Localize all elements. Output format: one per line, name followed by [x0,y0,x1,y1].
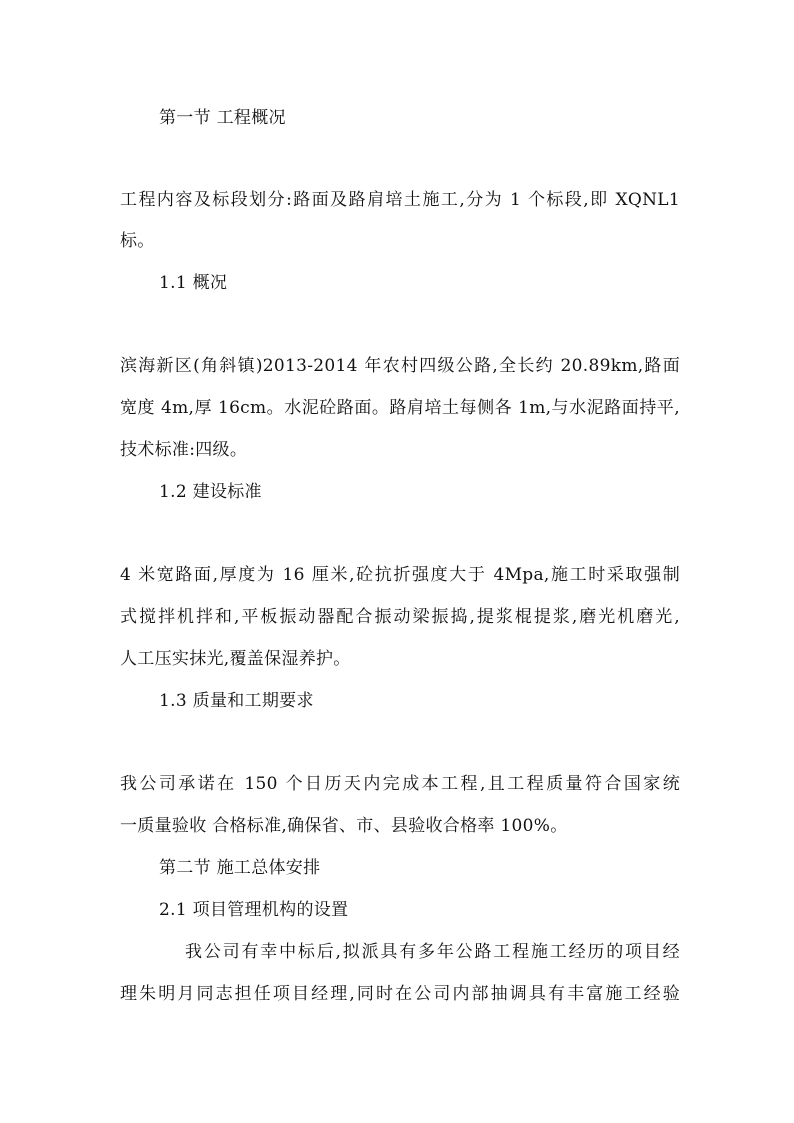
paragraph-quality-line-2: 一质量验收 合格标准,确保省、市、县验收合格率 100%。 [120,816,568,836]
paragraph-quality-line-1: 我公司承诺在 150 个日历天内完成本工程,且工程质量符合国家统 [120,774,680,794]
paragraph-standard-line-3: 人工压实抹光,覆盖保湿养护。 [120,649,351,669]
paragraph-scope-line-2: 标。 [120,231,155,251]
paragraph-standard-line-1: 4 米宽路面,厚度为 16 厘米,砼抗折强度大于 4Mpa,施工时采取强制 [120,565,680,585]
paragraph-management-line-1: 我公司有幸中标后,拟派具有多年公路工程施工经历的项目经 [185,942,680,962]
paragraph-scope-line-1: 工程内容及标段划分:路面及路肩培土施工,分为 1 个标段,即 XQNL1 [120,190,680,210]
heading-1-3: 1.3 质量和工期要求 [159,691,314,711]
heading-2-1: 2.1 项目管理机构的设置 [159,900,349,920]
paragraph-overview-line-2: 宽度 4m,厚 16cm。水泥砼路面。路肩培土每侧各 1m,与水泥路面持平, [120,398,680,418]
section-1-heading: 第一节 工程概况 [159,108,286,128]
paragraph-management-line-2: 理朱明月同志担任项目经理,同时在公司内部抽调具有丰富施工经验 [120,984,680,1004]
paragraph-overview-line-3: 技术标准:四级。 [120,440,248,460]
paragraph-standard-line-2: 式搅拌机拌和,平板振动器配合振动梁振捣,提浆棍提浆,磨光机磨光, [120,607,680,627]
section-2-heading: 第二节 施工总体安排 [159,858,321,878]
heading-1-2: 1.2 建设标准 [159,482,262,502]
paragraph-overview-line-1: 滨海新区(角斜镇)2013-2014 年农村四级公路,全长约 20.89km,路面 [120,356,680,376]
heading-1-1: 1.1 概况 [159,273,228,293]
